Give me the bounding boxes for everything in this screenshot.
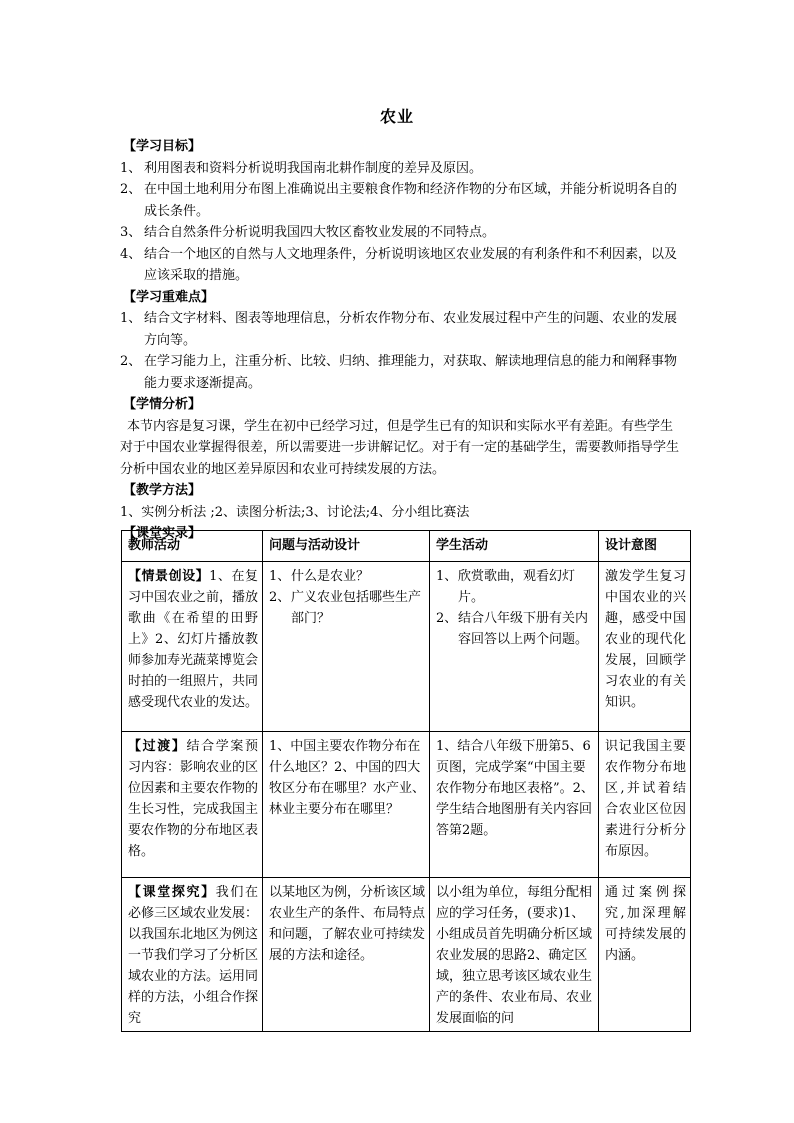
objective-number: 4、 bbox=[120, 246, 142, 262]
question-item bbox=[269, 587, 425, 629]
document-title: 农业 bbox=[379, 107, 414, 126]
column-header-questions: 问题与活动设计 bbox=[263, 531, 430, 562]
analysis-heading: 【学情分析】 bbox=[123, 397, 202, 412]
teacher-cell bbox=[122, 562, 263, 732]
column-header-intent: 设计意图 bbox=[599, 531, 691, 562]
column-header-students: 学生活动 bbox=[430, 531, 599, 562]
student-number: 2、 bbox=[436, 611, 458, 626]
question-number: 1、 bbox=[269, 569, 291, 584]
questions-cell: 1、中国主要农作物分布在什么地区？2、中国的四大牧区分布在哪里？水产业、林业主要分布在哪里？ bbox=[263, 732, 430, 878]
classroom-table bbox=[121, 530, 691, 1032]
teacher-cell bbox=[122, 732, 263, 878]
questions-cell: 以某地区为例，分析该区域农业生产的条件、布局特点和问题，了解农业可持续发展的方法和途径。 bbox=[263, 878, 430, 1032]
questions-cell bbox=[263, 562, 430, 732]
objective-item bbox=[120, 222, 680, 244]
key-point-number: 1、 bbox=[120, 311, 142, 326]
objective-text: 利用图表和资料分析说明我国南北耕作制度的差异及原因。 bbox=[144, 160, 483, 176]
student-text: 结合八年级下册有关内容回答以上两个问题。 bbox=[458, 611, 589, 647]
methods-heading: 【教学方法】 bbox=[123, 483, 202, 498]
objectives-heading: 【学习目标】 bbox=[123, 139, 202, 154]
teacher-text: 1、在复习中国农业之前，播放歌曲《在希望的田野上》2、幻灯片播放教师参加寿光蔬菜博览会时拍的一组照片，共同感受现代农业的发达。 bbox=[128, 569, 259, 710]
student-text: 欣赏歌曲，观看幻灯片。 bbox=[458, 569, 576, 605]
student-item bbox=[436, 566, 594, 608]
objective-number: 1、 bbox=[120, 160, 142, 176]
table-row bbox=[122, 732, 691, 878]
question-text: 广义农业包括哪些生产部门？ bbox=[291, 590, 422, 626]
students-cell: 以小组为单位，每组分配相应的学习任务，(要求)1、小组成员首先明确分析区域农业发展的思路2、确定区域，独立思考该区域农业生产的条件、农业布局、农业发展面临的问 bbox=[430, 878, 599, 1032]
key-point-number: 2、 bbox=[120, 354, 142, 369]
intent-cell: 激发学生复习中国农业的兴趣，感受中国农业的现代化发展，回顾学习农业的有关知识。 bbox=[599, 562, 691, 732]
table-header-row bbox=[122, 531, 691, 562]
objective-text: 结合自然条件分析说明我国四大牧区畜牧业发展的不同特点。 bbox=[144, 225, 496, 240]
students-cell: 1、结合八年级下册第5、6页图，完成学案“中国主要农作物分布地区表格”。2、学生结合地图册有关内容回答第2题。 bbox=[430, 732, 599, 878]
analysis-paragraph: 本节内容是复习课，学生在初中已经学习过，但是学生已有的知识和实际水平有差距。有些学生对于中国农业掌握得很差，所以需要进一步讲解记忆。对于有一定的基础学生，需要教师指导学生分析中国农业的地区差异原因和农业可持续发展的方法。 bbox=[120, 418, 680, 477]
objective-item bbox=[120, 179, 680, 222]
objective-item bbox=[120, 158, 680, 180]
student-number: 1、 bbox=[436, 569, 458, 584]
key-point-text: 结合文字材料、图表等地理信息，分析农作物分布、农业发展过程中产生的问题、农业的发展方向等。 bbox=[144, 311, 678, 348]
teacher-text: 结合学案预习内容：影响农业的区位因素和主要农作物的生长习性，完成我国主要农作物的分布地区表格。 bbox=[128, 739, 259, 859]
question-text: 什么是农业？ bbox=[291, 569, 370, 584]
table-row bbox=[122, 562, 691, 732]
column-header-teacher: 教师活动 bbox=[122, 531, 263, 562]
intent-cell: 识记我国主要农作物分布地区,并试着结合农业区位因素进行分析分布原因。 bbox=[599, 732, 691, 878]
objective-text: 结合一个地区的自然与人文地理条件，分析说明该地区农业发展的有利条件和不利因素，以及应该采取的措施。 bbox=[144, 246, 678, 283]
key-point-item bbox=[120, 351, 680, 394]
key-points-heading: 【学习重难点】 bbox=[123, 289, 215, 305]
question-item bbox=[269, 566, 425, 587]
methods-text: 1、实例分析法 ;2、读图分析法;3、讨论法;4、分小组比赛法 bbox=[120, 504, 470, 520]
intent-cell: 通过案例探究,加深理解可持续发展的内涵。 bbox=[599, 878, 691, 1032]
student-item bbox=[436, 608, 594, 650]
question-number: 2、 bbox=[269, 590, 291, 605]
objective-number: 2、 bbox=[120, 182, 142, 197]
students-cell bbox=[430, 562, 599, 732]
objective-number: 3、 bbox=[120, 225, 142, 240]
teacher-cell bbox=[122, 878, 263, 1032]
objective-item bbox=[120, 244, 680, 287]
objective-text: 在中国土地利用分布图上准确说出主要粮食作物和经济作物的分布区域，并能分析说明各自的成长条件。 bbox=[144, 182, 678, 219]
classroom-heading: 【课堂实录】 bbox=[123, 526, 202, 541]
key-point-text: 在学习能力上，注重分析、比较、归纳、推理能力，对获取、解读地理信息的能力和阐释事物能力要求逐渐提高。 bbox=[144, 354, 678, 391]
teacher-label: 【过渡】 bbox=[128, 739, 187, 754]
key-point-item bbox=[120, 308, 680, 351]
teacher-label: 【情景创设】 bbox=[128, 569, 210, 584]
teacher-label: 【课堂探究】 bbox=[128, 885, 216, 900]
document-body bbox=[120, 136, 680, 545]
table-row bbox=[122, 878, 691, 1032]
teacher-text: 我们在必修三区域农业发展：以我国东北地区为例这一节我们学习了分析区域农业的方法。运用同样的方法，小组合作探究 bbox=[128, 885, 259, 1026]
